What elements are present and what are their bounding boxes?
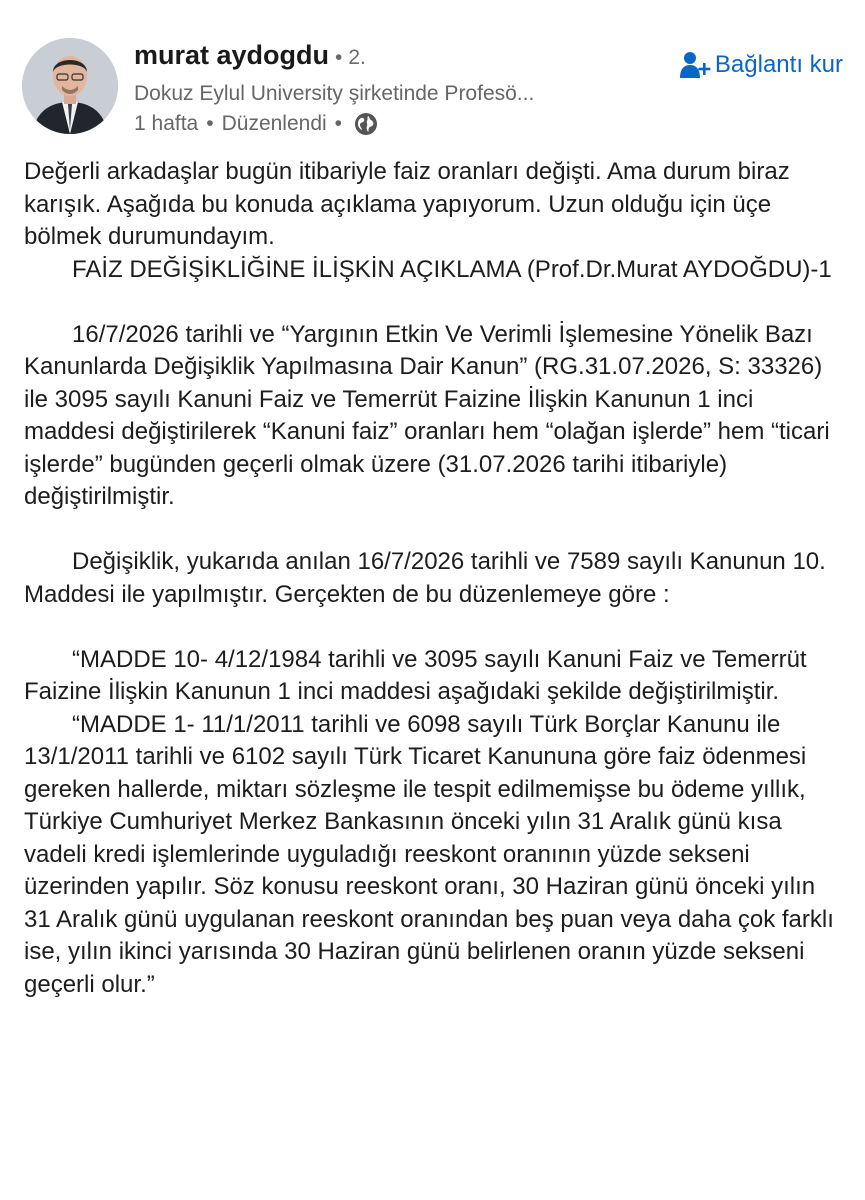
edited-label: Düzenlendi — [221, 112, 327, 135]
connect-button[interactable] — [679, 50, 843, 80]
post-intro: Değerli arkadaşlar bugün itibariyle faiz oranları değişti. Ama durum biraz karışık. Aşağıda bu konuda açıklama yapıyorum. Uzun olduğu için üçe bölmek durumundayım. — [24, 158, 790, 250]
post-heading: FAİZ DEĞİŞİKLİĞİNE İLİŞKİN AÇIKLAMA (Prof.Dr.Murat AYDOĞDU)-1 — [72, 255, 832, 283]
law-quote: “MADDE 1- 11/1/2011 tarihli ve 6098 sayılı Türk Borçlar Kanunu ile 13/1/2011 tarihli ve 6102 sayılı Türk Ticaret Kanununa göre faiz ödenmesi gereken hallerde, miktarı sözleşme ile tespit edilmemişse bu ödeme yıllık, Türkiye Cumhuriyet Merkez Bankasının önceki yılın 31 Aralık günü kısa vadeli kredi işlemlerinde uyguladığı reeskont oranının yüzde sekseni üzerinden yapılır. Söz konusu reeskont oranı, 30 Haziran günü önceki yılın 31 Aralık günü uygulanan reeskont oranından beş puan veya daha çok farklı ise, yılın ikinci yarısında 30 Haziran günü belirlenen oranın yüzde sekseni geçerli olur.” — [24, 710, 834, 998]
author-line — [134, 40, 366, 71]
author-headline: Dokuz Eylul University şirketinde Profesö... — [134, 82, 535, 105]
post-header — [0, 0, 865, 150]
paragraph-gap — [24, 611, 844, 644]
add-person-icon — [679, 50, 711, 80]
globe-icon — [354, 112, 378, 136]
post-time: 1 hafta — [134, 112, 199, 135]
meta-separator: • — [334, 112, 343, 135]
law-quote: “MADDE 10- 4/12/1984 tarihli ve 3095 sayılı Kanuni Faiz ve Temerrüt Faizine İlişkin Kanunun 1 inci maddesi aşağıdaki şekilde değiştirilmiştir. — [24, 645, 807, 705]
post-paragraph: 16/7/2026 tarihli ve “Yargının Etkin Ve Verimli İşlemesine Yönelik Bazı Kanunlarda Değişiklik Yapılmasına Dair Kanun” (RG.31.07.2026, S: 33326) ile 3095 sayılı Kanuni Faiz ve Temerrüt Faizine İlişkin Kanunun 1 inci maddesi değiştirilerek “Kanuni faiz” oranları hem “olağan işlerde” hem “ticari işlerde” bugünden geçerli olmak üzere (31.07.2026 tarihi itibariyle) değiştirilmiştir. — [24, 320, 830, 510]
connection-degree: • 2. — [335, 46, 366, 69]
connection-degree-value: 2. — [348, 46, 366, 69]
post-body — [24, 156, 844, 1001]
meta-separator: • — [206, 112, 214, 135]
author-name[interactable]: murat aydogdu — [134, 40, 330, 70]
avatar[interactable] — [22, 38, 118, 134]
post-paragraph: Değişiklik, yukarıda anılan 16/7/2026 tarihli ve 7589 sayılı Kanunun 10. Maddesi ile yapılmıştır. Gerçekten de bu düzenlemeye göre : — [24, 548, 826, 608]
paragraph-gap — [24, 514, 844, 547]
post-meta — [134, 112, 378, 136]
connect-label: Bağlantı kur — [714, 51, 843, 78]
profile-photo — [22, 38, 118, 134]
paragraph-gap — [24, 286, 844, 319]
